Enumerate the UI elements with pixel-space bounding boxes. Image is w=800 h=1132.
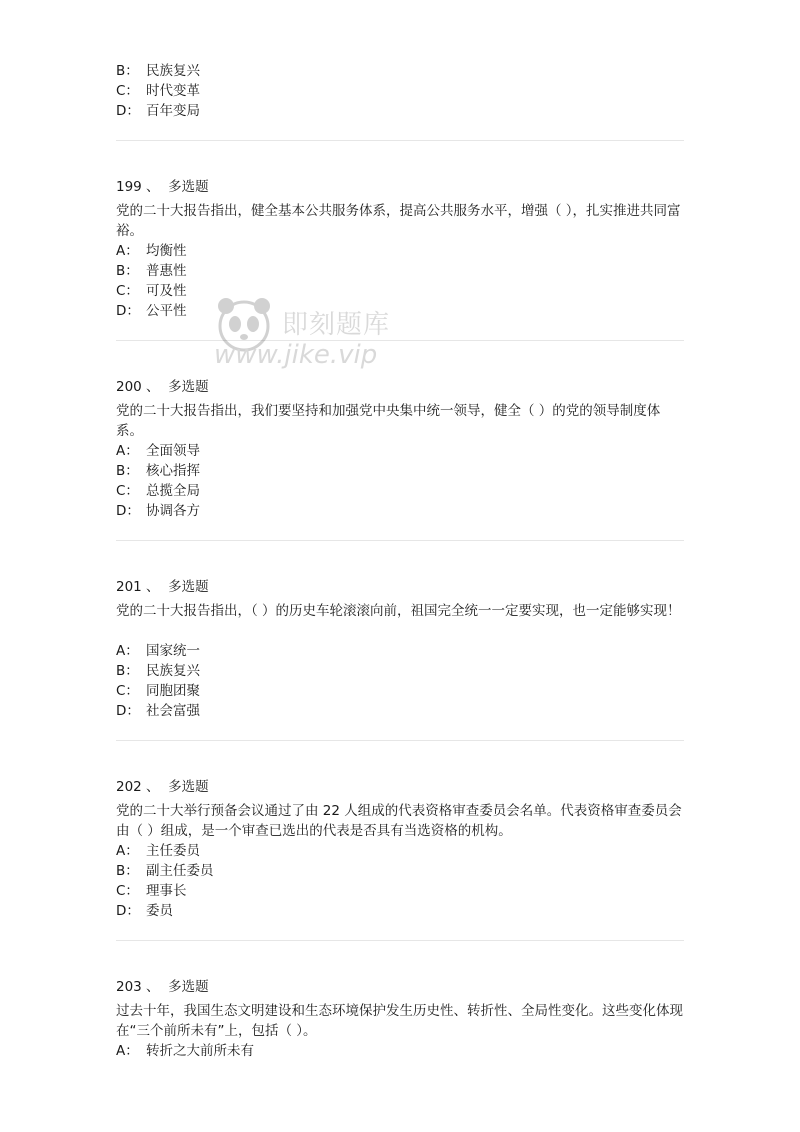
question-type: 多选题 [168,779,209,795]
option-a: A： 全面领导 [116,443,200,459]
option-c: C： 总揽全局 [116,483,200,499]
option-a: A： 转折之大前所未有 [116,1043,254,1059]
question-number: 200 、 [116,379,160,395]
document-page [116,0,684,1132]
question-number: 201 、 [116,579,160,595]
option-b: B： 民族复兴 [116,63,200,79]
question-header [116,577,209,597]
question-number: 203 、 [116,979,160,995]
option-b: B： 核心指挥 [116,463,200,479]
question-type: 多选题 [168,579,209,595]
question-number: 202 、 [116,779,160,795]
question-stem: 党的二十大报告指出，（ ）的历史车轮滚滚向前，祖国完全统一一定要实现，也一定能够实现！ [116,603,681,619]
divider [116,340,684,341]
question-header [116,377,209,397]
option-b: B： 普惠性 [116,263,187,279]
divider [116,140,684,141]
option-d: D： 委员 [116,903,173,919]
question-header [116,777,209,797]
option-d: D： 协调各方 [116,503,200,519]
divider [116,540,684,541]
watermark-brand: 即刻题库 [282,310,391,340]
divider [116,940,684,941]
option-d: D： 百年变局 [116,103,200,119]
question-stem: 党的二十大报告指出，我们要坚持和加强党中央集中统一领导，健全（ ）的党的领导制度体系。 [116,403,661,439]
question-stem: 党的二十大举行预备会议通过了由 22 人组成的代表资格审查委员会名单。代表资格审查委员会由（ ）组成，是一个审查已选出的代表是否具有当选资格的机构。 [116,803,682,839]
option-b: B： 民族复兴 [116,663,200,679]
question-type: 多选题 [168,179,209,195]
option-b: B： 副主任委员 [116,863,214,879]
watermark-url: www.jike.vip [214,340,378,370]
option-d: D： 社会富强 [116,703,200,719]
divider [116,740,684,741]
question-type: 多选题 [168,379,209,395]
option-c: C： 可及性 [116,283,187,299]
question-number: 199 、 [116,179,160,195]
option-d: D： 公平性 [116,303,187,319]
option-a: A： 主任委员 [116,843,200,859]
question-stem: 过去十年，我国生态文明建设和生态环境保护发生历史性、转折性、全局性变化。这些变化体现在“三个前所未有”上，包括（ ）。 [116,1003,683,1039]
option-a: A： 均衡性 [116,243,187,259]
option-a: A： 国家统一 [116,643,200,659]
question-header [116,977,209,997]
question-type: 多选题 [168,979,209,995]
option-c: C： 同胞团聚 [116,683,200,699]
option-c: C： 时代变革 [116,83,200,99]
question-stem: 党的二十大报告指出，健全基本公共服务体系，提高公共服务水平，增强（ ），扎实推进共同富裕。 [116,203,681,239]
option-c: C： 理事长 [116,883,187,899]
question-header [116,177,209,197]
